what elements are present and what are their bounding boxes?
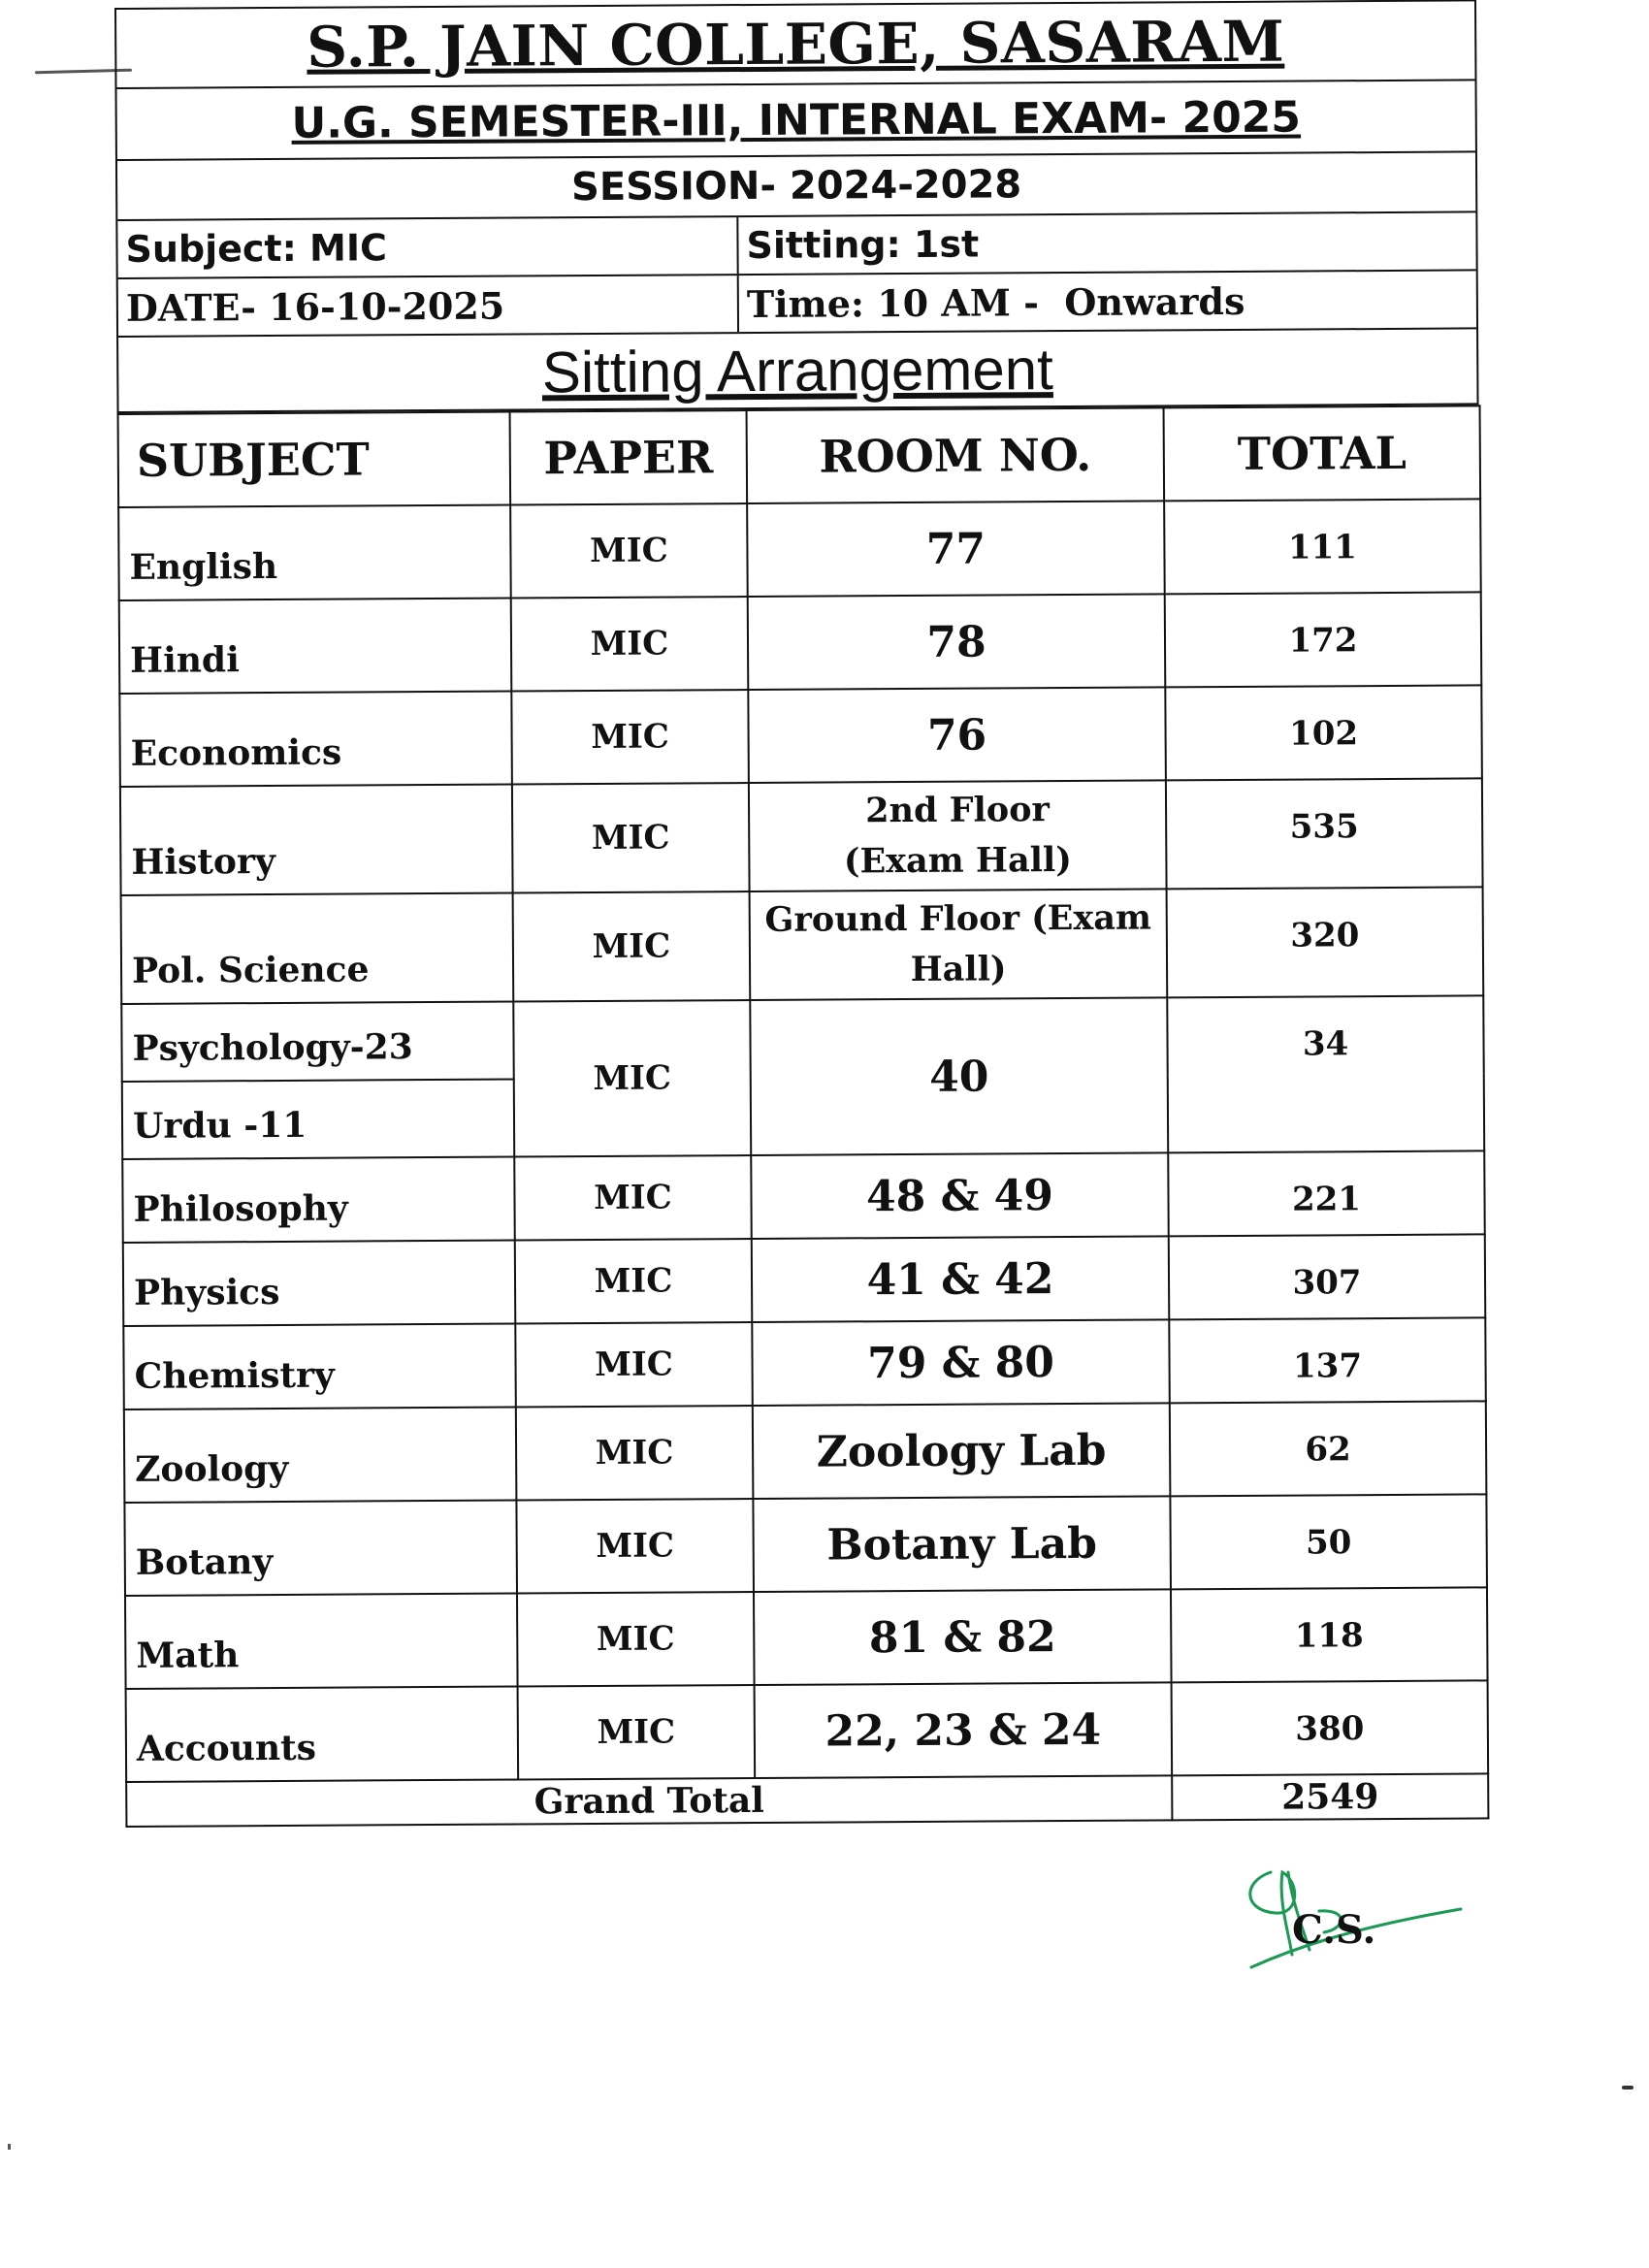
- total-cell: 172: [1165, 592, 1482, 687]
- paper-cell: MIC: [511, 597, 749, 691]
- subject-cell: Economics: [119, 692, 512, 787]
- total-cell: 118: [1171, 1587, 1488, 1682]
- subject-cell: Chemistry: [123, 1324, 516, 1409]
- table-row: [120, 778, 1483, 895]
- paper-cell: MIC: [513, 1000, 751, 1156]
- scan-artifact-dot: [1622, 2086, 1633, 2090]
- subject-cell: Botany: [124, 1500, 517, 1595]
- date-time-row: [118, 271, 1476, 338]
- room-cell: 22, 23 & 24: [755, 1682, 1173, 1778]
- total-cell: 34: [1167, 995, 1484, 1152]
- room-line: (Exam Hall): [843, 839, 1072, 882]
- table-row: [123, 1234, 1485, 1326]
- subject-cell: English: [118, 505, 511, 600]
- room-cell: Zoology Lab: [753, 1403, 1171, 1499]
- total-cell: 221: [1168, 1150, 1485, 1236]
- subject-label: Subject: MIC: [117, 217, 738, 277]
- grand-total-row: [126, 1773, 1488, 1827]
- table-row: [122, 1150, 1484, 1243]
- sitting-label: Sitting: 1st: [746, 222, 980, 268]
- room-line: 2nd Floor: [865, 790, 1051, 831]
- subject-cell: Math: [125, 1593, 518, 1688]
- subject-cell: Philosophy: [122, 1157, 515, 1243]
- paper-cell: MIC: [515, 1239, 753, 1323]
- table-row: [124, 1494, 1487, 1596]
- paper-cell: MIC: [510, 503, 748, 598]
- room-cell: [749, 780, 1167, 891]
- scan-artifact-dot: [8, 2144, 11, 2150]
- subject-cell: Psychology-23: [121, 1002, 513, 1082]
- subject-cell: History: [120, 785, 513, 895]
- paper-cell: MIC: [515, 1322, 753, 1407]
- room-cell: Botany Lab: [753, 1496, 1171, 1592]
- room-cell: 81 & 82: [754, 1589, 1172, 1685]
- table-row: [123, 1317, 1485, 1409]
- column-header-total: TOTAL: [1164, 405, 1481, 501]
- paper-cell: MIC: [511, 690, 749, 784]
- signature-initials: C.S.: [1292, 1907, 1376, 1953]
- exam-title: U.G. SEMESTER-III, INTERNAL EXAM- 2025: [117, 81, 1475, 161]
- subject-sitting-row: [117, 212, 1475, 279]
- room-line: Hall): [910, 949, 1007, 990]
- column-header-room: ROOM NO.: [747, 407, 1165, 503]
- table-row: [119, 685, 1482, 787]
- room-line: Ground Floor (Exam: [764, 897, 1152, 940]
- sitting-arrangement-heading: Sitting Arrangement: [118, 329, 1476, 413]
- time-label: Time: 10 AM - Onwards: [746, 278, 1245, 326]
- paper-cell: MIC: [517, 1592, 755, 1686]
- paper-cell: MIC: [516, 1406, 754, 1500]
- subject-cell: Urdu -11: [122, 1080, 514, 1159]
- subject-cell: Zoology: [124, 1407, 517, 1502]
- table-row: [121, 995, 1483, 1082]
- college-title: S.P. JAIN COLLEGE, SASARAM: [116, 1, 1474, 89]
- room-cell: 48 & 49: [751, 1152, 1169, 1239]
- notice-header: [114, 0, 1479, 413]
- total-cell: 62: [1170, 1401, 1487, 1496]
- table-header-row: [118, 405, 1481, 507]
- paper-cell: MIC: [513, 891, 751, 1001]
- grand-total-value: 2549: [1172, 1773, 1488, 1820]
- room-cell: 78: [748, 594, 1166, 690]
- subject-cell: Physics: [123, 1241, 516, 1326]
- total-cell: 320: [1167, 887, 1484, 997]
- total-cell: 535: [1166, 778, 1483, 889]
- paper-cell: MIC: [512, 783, 750, 892]
- room-cell: 76: [748, 687, 1166, 783]
- grand-total-label: Grand Total: [126, 1775, 1172, 1827]
- total-cell: 307: [1169, 1234, 1486, 1319]
- paper-cell: MIC: [514, 1155, 752, 1240]
- column-header-paper: PAPER: [510, 410, 748, 504]
- paper-cell: MIC: [518, 1685, 756, 1779]
- total-cell: 380: [1172, 1680, 1489, 1775]
- total-cell: 50: [1170, 1494, 1487, 1589]
- column-header-subject: SUBJECT: [118, 412, 511, 507]
- table-row: [124, 1401, 1487, 1503]
- total-cell: 137: [1169, 1317, 1486, 1403]
- total-cell: 102: [1165, 685, 1482, 780]
- paper-cell: MIC: [516, 1499, 754, 1593]
- room-cell: 77: [747, 501, 1165, 597]
- table-row: [118, 499, 1481, 600]
- room-cell: 41 & 42: [752, 1236, 1170, 1322]
- exam-notice-sheet: [114, 0, 1487, 1828]
- sitting-arrangement-table: [117, 405, 1490, 1828]
- table-row: [125, 1587, 1488, 1689]
- session-title: SESSION- 2024-2028: [117, 152, 1475, 221]
- subject-cell: Accounts: [126, 1686, 519, 1781]
- table-row: [121, 887, 1484, 1004]
- table-row: [126, 1680, 1489, 1782]
- subject-cell: Pol. Science: [121, 893, 514, 1004]
- total-cell: 111: [1164, 499, 1481, 594]
- room-cell: [750, 889, 1168, 1000]
- table-row: [119, 592, 1482, 694]
- room-cell: 40: [750, 997, 1168, 1155]
- subject-cell: Hindi: [119, 599, 512, 694]
- date-label: DATE- 16-10-2025: [118, 275, 739, 336]
- room-cell: 79 & 80: [752, 1319, 1170, 1406]
